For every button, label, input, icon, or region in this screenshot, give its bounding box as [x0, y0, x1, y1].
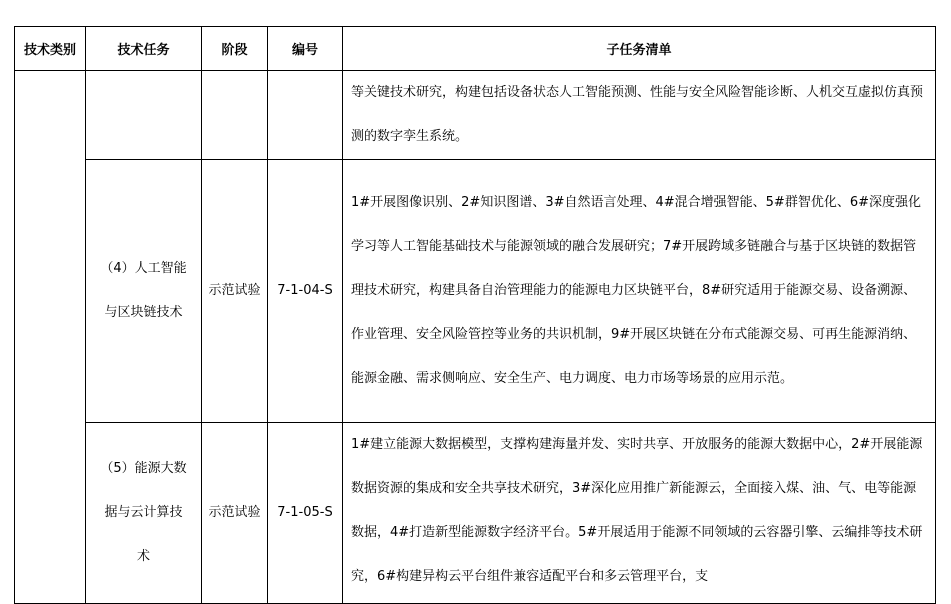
- stage-cell: 示范试验: [202, 423, 268, 604]
- code-cell: 7-1-05-S: [268, 423, 343, 604]
- task-cell: （4）人工智能与区块链技术: [86, 160, 202, 423]
- category-cell: [15, 71, 86, 604]
- task-cell: （5）能源大数据与云计算技术: [86, 423, 202, 604]
- header-task: 技术任务: [86, 27, 202, 71]
- stage-cell: [202, 71, 268, 160]
- header-subtasks: 子任务清单: [343, 27, 936, 71]
- tech-task-table: [14, 26, 936, 604]
- stage-cell: 示范试验: [202, 160, 268, 423]
- header-stage: 阶段: [202, 27, 268, 71]
- code-cell: [268, 71, 343, 160]
- subtasks-text: 1#建立能源大数据模型，支撑构建海量并发、实时共享、开放服务的能源大数据中心，2#开展能源数据资源的集成和安全共享技术研究，3#深化应用推广新能源云，全面接入煤、油、气、电等能源数据，4#打造新型能源数字经济平台。5#开展适用于能源不同领域的云容器引擎、云编排等技术研究，6#构建异构云平台组件兼容适配平台和多云管理平台，支: [351, 437, 923, 584]
- table-row: [15, 423, 936, 604]
- subtasks-cell: 1#开展图像识别、2#知识图谱、3#自然语言处理、4#混合增强智能、5#群智优化、6#深度强化学习等人工智能基础技术与能源领域的融合发展研究；7#开展跨域多链融合与基于区块链的数据管理技术研究，构建具备自治管理能力的能源电力区块链平台，8#研究适用于能源交易、设备溯源、作业管理、安全风险管控等业务的共识机制，9#开展区块链在分布式能源交易、可再生能源消纳、能源金融、需求侧响应、安全生产、电力调度、电力市场等场景的应用示范。: [343, 160, 936, 423]
- table-header-row: [15, 27, 936, 71]
- header-category: 技术类别: [15, 27, 86, 71]
- table-row: [15, 71, 936, 160]
- subtasks-cell: 等关键技术研究，构建包括设备状态人工智能预测、性能与安全风险智能诊断、人机交互虚拟仿真预测的数字孪生系统。: [343, 71, 936, 160]
- header-code: 编号: [268, 27, 343, 71]
- table-row: [15, 160, 936, 423]
- task-cell: [86, 71, 202, 160]
- code-cell: 7-1-04-S: [268, 160, 343, 423]
- subtasks-cell: [343, 423, 936, 604]
